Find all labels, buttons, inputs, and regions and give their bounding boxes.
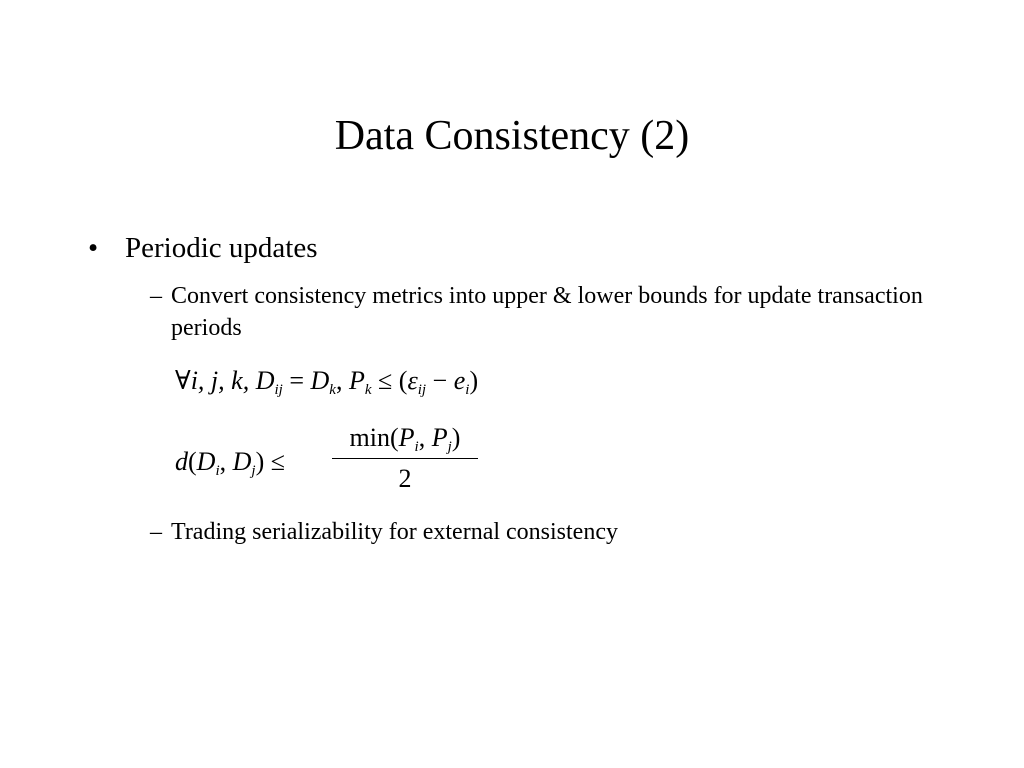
formula-period-bound bbox=[175, 365, 478, 397]
formula-sub-num-j: j bbox=[447, 439, 452, 455]
bullet-periodic-updates bbox=[88, 230, 317, 266]
formula-comma: , bbox=[219, 447, 233, 476]
sub-bullet-trading-serializability bbox=[150, 516, 950, 550]
formula-P1: P bbox=[398, 423, 415, 452]
fraction-numerator bbox=[332, 420, 478, 456]
formula-eq: = bbox=[282, 366, 311, 395]
fraction-bar bbox=[332, 458, 478, 459]
formula-open: ( bbox=[188, 447, 197, 476]
formula-sub-eps: ij bbox=[417, 382, 427, 398]
formula-sub-j: j bbox=[251, 463, 256, 479]
bullet-marker: • bbox=[88, 232, 99, 264]
formula-lhs bbox=[175, 446, 285, 478]
sub-bullet-text: Trading serializability for external consistency bbox=[171, 519, 618, 545]
formula-sub-k: k bbox=[329, 382, 336, 398]
formula-num-comma: , bbox=[418, 423, 432, 452]
sub-bullet-convert-metrics bbox=[150, 280, 950, 346]
sub-bullet-marker: – bbox=[150, 519, 162, 545]
formula-sub-i: i bbox=[215, 463, 220, 479]
formula-close-leq: ) ≤ bbox=[255, 447, 286, 476]
formula-Dj: D bbox=[232, 447, 252, 476]
formula-sub-e: i bbox=[465, 382, 470, 398]
formula-minus: − bbox=[426, 366, 454, 395]
formula-close: ) bbox=[469, 366, 479, 395]
formula-vars: i, j, k, bbox=[190, 366, 256, 395]
formula-num-close: ) bbox=[451, 423, 461, 452]
bullet-text: Periodic updates bbox=[125, 232, 318, 264]
formula-sub-Pk: k bbox=[364, 382, 372, 398]
formula-fraction bbox=[332, 420, 478, 495]
formula-Dk: D bbox=[310, 366, 330, 395]
formula-d: d bbox=[175, 447, 188, 476]
slide-title: Data Consistency (2) bbox=[334, 113, 690, 159]
fraction-denominator: 2 bbox=[398, 464, 412, 493]
formula-P: P bbox=[348, 366, 365, 395]
formula-sub-num-i: i bbox=[414, 439, 419, 455]
formula-D: D bbox=[255, 366, 275, 395]
formula-epsilon: ε bbox=[407, 366, 418, 395]
formula-e: e bbox=[453, 366, 466, 395]
sub-bullet-marker: – bbox=[150, 283, 162, 309]
formula-Di: D bbox=[196, 447, 216, 476]
formula-comma: , bbox=[335, 366, 349, 395]
formula-min: min( bbox=[349, 423, 399, 452]
formula-leq: ≤ ( bbox=[371, 366, 408, 395]
formula-sub-ij: ij bbox=[274, 382, 283, 398]
forall-symbol: ∀ bbox=[175, 366, 191, 395]
sub-bullet-text: Convert consistency metrics into upper & lower bounds for update transaction periods bbox=[171, 283, 923, 341]
formula-P2: P bbox=[431, 423, 448, 452]
